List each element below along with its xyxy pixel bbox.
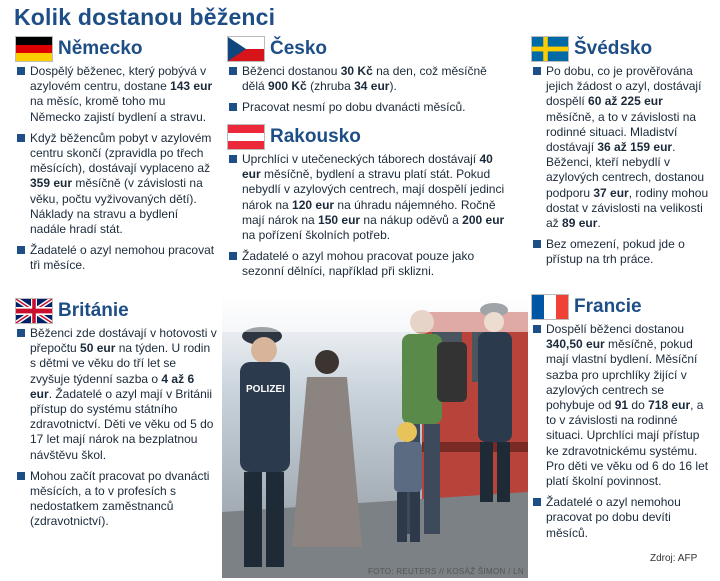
item-text: na měsíc, kromě toho mu Německo zajistí bydlení a stravu.	[30, 94, 207, 124]
photo-illustration	[222, 292, 528, 578]
highlight-value: 40 eur	[242, 152, 493, 182]
item-text: Žadatelé o azyl nemohou pracovat po dobu devíti měsíců.	[546, 495, 681, 540]
item-text: Žadatelé o azyl mohou pracovat pouze jako sezonní dělníci, například při sklizni.	[242, 249, 475, 279]
section-header	[228, 124, 506, 150]
austria-flag-icon	[228, 125, 264, 149]
highlight-value: 89 eur	[562, 216, 598, 231]
highlight-value: 900 Kč	[268, 79, 307, 94]
section-header	[228, 36, 506, 62]
bullet-item	[228, 64, 506, 94]
country-name: Británie	[58, 300, 129, 321]
country-name: Rakousko	[270, 126, 361, 147]
section-sweden	[532, 36, 712, 274]
highlight-value: 91	[614, 398, 629, 413]
bullet-item	[16, 243, 216, 273]
highlight-value: 36 až 159 eur	[597, 140, 673, 155]
section-header	[532, 294, 712, 320]
item-text: Dospělý běženec, který pobývá v azylovém centru, dostane	[30, 64, 207, 94]
item-list	[532, 322, 712, 541]
item-text: na nákup oděvů a	[360, 212, 463, 227]
item-text: měsíčně, pokud mají vlastní bydlení. Měsíční sazba pro uprchlíky žijící v azylových centrech se pohybuje od	[546, 337, 698, 413]
bullet-icon	[533, 67, 541, 75]
bullet-item	[16, 64, 216, 125]
country-name: Švédsko	[574, 38, 653, 59]
highlight-value: 150 eur	[318, 212, 361, 227]
highlight-value: 34 eur	[354, 79, 390, 94]
bullet-item	[16, 131, 216, 237]
section-czech	[228, 36, 506, 122]
item-text: Když běžencům pobyt v azylovém centru skončí (zpravidla po třech měsících), dostávají vyplaceno až	[30, 130, 212, 176]
section-germany	[16, 36, 216, 280]
section-france	[532, 294, 712, 547]
bullet-icon	[17, 472, 25, 480]
highlight-value: 37 eur	[593, 185, 629, 200]
highlight-value: 143 eur	[170, 79, 213, 94]
item-text: do	[628, 398, 649, 413]
bullet-item	[532, 495, 712, 541]
bullet-icon	[17, 246, 25, 254]
country-name: Německo	[58, 38, 143, 59]
section-header	[16, 298, 218, 324]
bullet-icon	[229, 155, 237, 163]
section-austria	[228, 124, 506, 286]
bullet-icon	[229, 67, 237, 75]
bullet-item	[16, 469, 218, 530]
item-list	[228, 152, 506, 280]
highlight-value: 4 až 6 eur	[30, 371, 195, 401]
section-header	[532, 36, 712, 62]
highlight-value: 50 eur	[80, 341, 116, 356]
bullet-icon	[533, 325, 541, 333]
item-text: měsíčně (v závislosti na věku, počtu vyživovaných dětí). Náklady na stravu a bydlení nadále hradí stát.	[30, 176, 203, 237]
refugees-photo	[222, 292, 528, 578]
item-text: na úhradu nájemného. Ročně mají nárok na	[242, 197, 496, 227]
section-header	[16, 36, 216, 62]
highlight-value: 718 eur	[648, 398, 691, 413]
france-flag-icon	[532, 295, 568, 319]
item-text: , a to v závislosti na rodinné situaci. Uprchlíci mají přístup ke zdravotnickému systému. Pro děti ve věku od 6 do 16 let platí školní povinnost.	[546, 398, 709, 489]
country-name: Francie	[574, 296, 642, 317]
section-britain	[16, 298, 218, 536]
police-label: POLIZEI	[246, 384, 285, 395]
germany-flag-icon	[16, 37, 52, 61]
item-text: Běženci dostanou	[242, 64, 341, 78]
czech-flag-icon	[228, 37, 264, 61]
bullet-item	[532, 237, 712, 267]
bullet-icon	[17, 329, 25, 337]
bullet-icon	[229, 252, 237, 260]
item-text: Po dobu, co je prověřována jejich žádost o azyl, dostávají dospělí	[546, 64, 702, 109]
item-list	[228, 64, 506, 116]
item-text: . Běženci, kteří nebydlí v azylových centrech, dostanou podporu	[546, 140, 705, 200]
highlight-value: 30 Kč	[340, 64, 373, 78]
item-text: Dospělí běženci dostanou	[546, 322, 685, 336]
item-text: . Žadatelé o azyl mají v Británii přístup do systému státního zdravotnictví. Děti ve věku od 5 do 17 let mají nárok na bezplatnou návštěvu škol.	[30, 386, 214, 462]
item-text: .	[597, 216, 601, 231]
sweden-flag-icon	[532, 37, 568, 61]
bullet-item	[228, 100, 506, 115]
uk-flag-icon	[16, 299, 52, 323]
item-list	[16, 326, 218, 530]
item-text: (zhruba	[306, 79, 355, 94]
item-text: Mohou začít pracovat po dvanácti měsících, a to v profesích s nedostatkem zaměstnanců (zdravotnictví).	[30, 468, 210, 529]
item-text: ).	[389, 79, 397, 94]
source-credit: Zdroj: AFP	[650, 553, 698, 564]
page-title: Kolik dostanou běženci	[14, 4, 276, 30]
bullet-item	[228, 249, 506, 279]
bullet-icon	[533, 498, 541, 506]
item-text: Žadatelé o azyl nemohou pracovat tři měsíce.	[30, 243, 215, 273]
bullet-icon	[17, 67, 25, 75]
item-text: na den, což měsíčně dělá	[242, 64, 487, 94]
item-text: Bez omezení, pokud jde o přístup na trh práce.	[546, 237, 685, 267]
bullet-icon	[229, 103, 237, 111]
photo-credit: FOTO: REUTERS // KOSÁŽ ŠIMON / LN	[368, 567, 524, 576]
item-text: , rodiny mohou dostat v závislosti na velikosti až	[546, 185, 709, 231]
bullet-item	[228, 152, 506, 243]
item-text: Pracovat nesmí po dobu dvanácti měsíců.	[242, 100, 466, 115]
bullet-item	[16, 326, 218, 463]
highlight-value: 359 eur	[30, 176, 73, 191]
bullet-item	[532, 322, 712, 489]
item-text: Uprchlíci v utečeneckých táborech dostávají	[242, 152, 480, 166]
item-list	[532, 64, 712, 268]
highlight-value: 200 eur	[462, 212, 505, 227]
highlight-value: 120 eur	[292, 197, 335, 212]
bullet-icon	[533, 240, 541, 248]
bullet-icon	[17, 134, 25, 142]
item-text: měsíčně, a to v závislosti na rodinné situaci. Mladiství dostávají	[546, 109, 697, 155]
item-list	[16, 64, 216, 274]
highlight-value: 60 až 225 eur	[588, 94, 663, 109]
item-text: měsíčně, bydlení a stravu platí stát. Pokud nebydlí v azylových centrech, mají dospělí jedinci nárok na	[242, 167, 505, 212]
item-text: Běženci zde dostávají v hotovosti v přepočtu	[30, 326, 217, 356]
bullet-item	[532, 64, 712, 231]
country-name: Česko	[270, 38, 328, 59]
item-text: na pořízení školních potřeb.	[242, 228, 391, 243]
item-text: na týden. U rodin s dětmi ve věku do tří let se zvyšuje týdenní sazba o	[30, 341, 211, 386]
highlight-value: 340,50 eur	[546, 337, 605, 352]
